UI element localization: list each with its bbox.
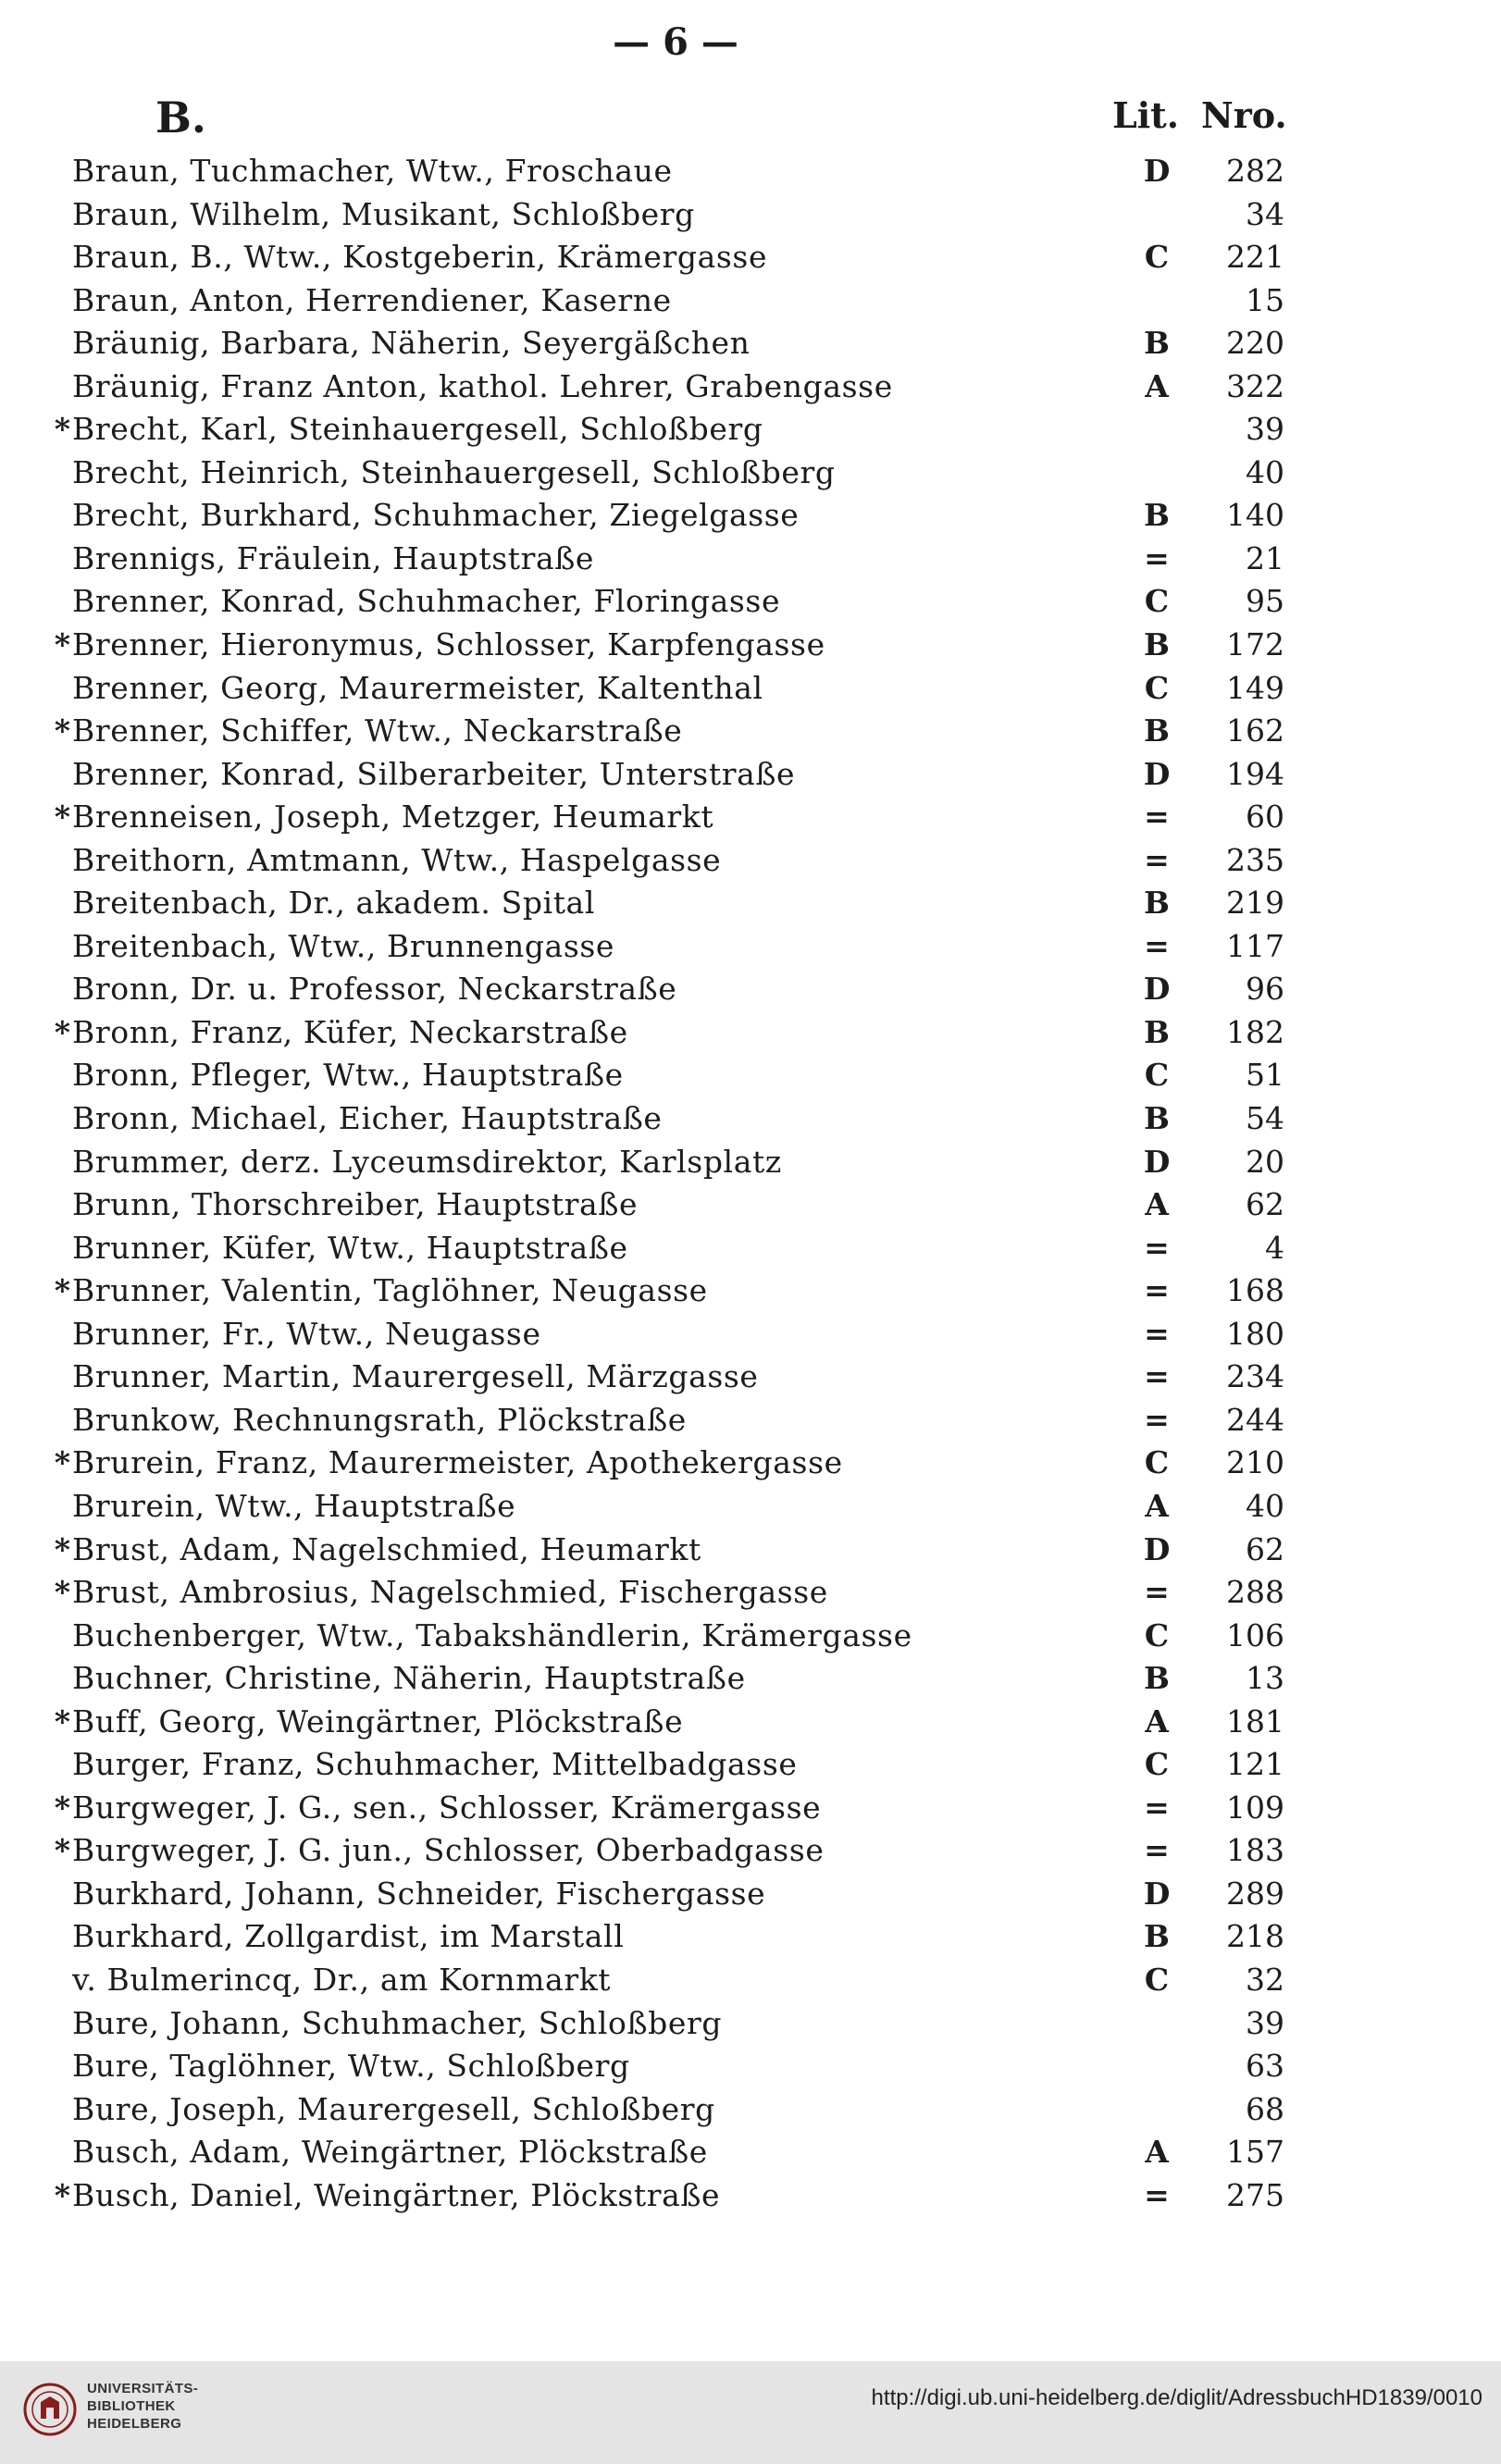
entry-name: Bure, Johann, Schuhmacher, Schloßberg [72,2004,723,2041]
entry-house-number: 21 [1246,539,1284,576]
directory-entry [0,796,1501,839]
source-url-link[interactable]: http://digi.ub.uni-heidelberg.de/diglit/AdressbuchHD1839/0010 [871,2385,1482,2410]
directory-entry [0,150,1501,193]
entry-lit-letter: B [1144,712,1170,749]
entry-house-number: 183 [1226,1832,1284,1869]
entry-house-number: 121 [1226,1746,1284,1783]
entry-lit-letter: D [1143,755,1171,792]
entry-lit-letter: A [1145,1186,1169,1223]
entry-name: Brust, Ambrosius, Nagelschmied, Fischergasse [72,1574,828,1611]
directory-entry [0,1701,1501,1744]
entry-star-marker: * [54,1272,70,1309]
entry-house-number: 168 [1226,1272,1284,1309]
entry-house-number: 68 [1246,2090,1284,2127]
directory-entry [0,2002,1501,2046]
directory-entry [0,1183,1501,1227]
entry-name: Brenner, Georg, Maurermeister, Kaltenthal [72,669,763,706]
entry-name: Bure, Joseph, Maurergesell, Schloßberg [72,2090,715,2127]
directory-entry [0,925,1501,969]
entry-name: Brennigs, Fräulein, Hauptstraße [72,539,595,576]
entry-name: Bräunig, Barbara, Näherin, Seyergäßchen [72,325,750,362]
entry-star-marker: * [54,1530,70,1567]
entry-house-number: 54 [1246,1100,1284,1137]
entry-name: Breithorn, Amtmann, Wtw., Haspelgasse [72,841,722,878]
entry-house-number: 51 [1246,1057,1284,1094]
entry-lit-letter: = [1144,841,1170,878]
entry-house-number: 182 [1226,1013,1284,1050]
directory-entry [0,1399,1501,1442]
entry-house-number: 289 [1226,1875,1284,1912]
directory-entry [0,1011,1501,1055]
entry-house-number: 275 [1226,2176,1284,2213]
entry-lit-letter: = [1144,1315,1170,1352]
entry-house-number: 234 [1226,1358,1284,1395]
directory-entry-list [0,150,1501,2217]
entry-name: Brenner, Konrad, Silberarbeiter, Unterstraße [72,755,796,792]
entry-lit-letter: D [1143,1530,1171,1567]
entry-name: Brecht, Heinrich, Steinhauergesell, Schloßberg [72,453,836,490]
entry-lit-letter: C [1144,1057,1170,1094]
entry-name: Brunn, Thorschreiber, Hauptstraße [72,1186,639,1223]
entry-name: Braun, B., Wtw., Kostgeberin, Krämergasse [72,239,768,276]
directory-entry [0,1054,1501,1097]
entry-name: Bure, Taglöhner, Wtw., Schloßberg [72,2048,630,2085]
entry-house-number: 60 [1246,799,1284,836]
entry-name: Braun, Anton, Herrendiener, Kaserne [72,281,672,318]
directory-entry [0,2174,1501,2218]
column-header-lit: Lit. [1112,94,1179,136]
entry-name: Burger, Franz, Schuhmacher, Mittelbadgasse [72,1746,798,1783]
entry-name: Bronn, Michael, Eicher, Hauptstraße [72,1100,663,1137]
entry-name: Burkhard, Zollgardist, im Marstall [72,1918,625,1955]
entry-house-number: 194 [1226,755,1284,792]
library-name [87,2380,198,2433]
entry-house-number: 106 [1226,1616,1284,1653]
entry-name: Busch, Adam, Weingärtner, Plöckstraße [72,2134,708,2171]
entry-lit-letter: C [1144,1616,1170,1653]
library-name-line: BIBLIOTHEK [87,2398,176,2414]
entry-house-number: 40 [1246,453,1284,490]
directory-entry [0,1743,1501,1787]
entry-name: Brunner, Valentin, Taglöhner, Neugasse [72,1272,708,1309]
entry-star-marker: * [54,1013,70,1050]
entry-name: Brenner, Hieronymus, Schlosser, Karpfengasse [72,626,825,663]
entry-house-number: 62 [1246,1530,1284,1567]
entry-house-number: 4 [1265,1229,1284,1266]
entry-house-number: 218 [1226,1918,1284,1955]
directory-entry [0,452,1501,495]
entry-house-number: 221 [1226,239,1284,276]
entry-house-number: 39 [1246,2004,1284,2041]
directory-entry [0,1959,1501,2002]
directory-entry [0,1529,1501,1572]
entry-name: Brunner, Küfer, Wtw., Hauptstraße [72,1229,628,1266]
entry-name: Brunner, Fr., Wtw., Neugasse [72,1315,541,1352]
entry-name: Bronn, Franz, Küfer, Neckarstraße [72,1013,628,1050]
entry-house-number: 172 [1226,626,1284,663]
entry-house-number: 149 [1226,669,1284,706]
entry-name: Braun, Tuchmacher, Wtw., Froschaue [72,153,673,189]
entry-name: Brenneisen, Joseph, Metzger, Heumarkt [72,799,714,836]
directory-entry [0,2088,1501,2132]
entry-name: v. Bulmerincq, Dr., am Kornmarkt [72,1961,612,1998]
entry-star-marker: * [54,1444,70,1481]
entry-house-number: 162 [1226,712,1284,749]
entry-lit-letter: B [1144,1660,1170,1697]
directory-entry [0,2131,1501,2174]
entry-name: Busch, Daniel, Weingärtner, Plöckstraße [72,2176,721,2213]
entry-lit-letter: = [1144,1358,1170,1395]
entry-house-number: 62 [1246,1186,1284,1223]
entry-house-number: 322 [1226,367,1284,404]
directory-entry [0,236,1501,279]
directory-entry [0,1615,1501,1658]
entry-star-marker: * [54,1574,70,1611]
library-name-line: HEIDELBERG [87,2416,182,2432]
entry-house-number: 95 [1246,583,1284,620]
entry-star-marker: * [54,799,70,836]
directory-entry [0,1873,1501,1916]
page-number: — 6 — [613,20,738,64]
entry-house-number: 13 [1246,1660,1284,1697]
entry-house-number: 288 [1226,1574,1284,1611]
entry-lit-letter: B [1144,325,1170,362]
entry-house-number: 117 [1226,927,1284,964]
directory-entry [0,667,1501,711]
entry-name: Breitenbach, Dr., akadem. Spital [72,885,595,922]
entry-lit-letter: = [1144,1832,1170,1869]
entry-lit-letter: B [1144,497,1170,534]
directory-entry [0,494,1501,538]
entry-house-number: 235 [1226,841,1284,878]
entry-lit-letter: = [1144,539,1170,576]
entry-name: Brurein, Franz, Maurermeister, Apothekergasse [72,1444,843,1481]
entry-name: Brunner, Martin, Maurergesell, Märzgasse [72,1358,759,1395]
directory-entry [0,1485,1501,1529]
entry-house-number: 210 [1226,1444,1284,1481]
entry-house-number: 220 [1226,325,1284,362]
entry-star-marker: * [54,1703,70,1740]
entry-name: Brenner, Schiffer, Wtw., Neckarstraße [72,712,683,749]
directory-entry [0,882,1501,925]
entry-lit-letter: C [1144,583,1170,620]
entry-lit-letter: C [1144,1746,1170,1783]
entry-star-marker: * [54,626,70,663]
directory-entry [0,322,1501,365]
library-seal-icon [22,2382,78,2437]
directory-entry [0,365,1501,409]
entry-name: Bronn, Pfleger, Wtw., Hauptstraße [72,1057,624,1094]
entry-lit-letter: C [1144,239,1170,276]
directory-entry [0,1787,1501,1830]
directory-entry [0,1356,1501,1399]
directory-entry [0,710,1501,753]
directory-entry [0,538,1501,581]
entry-lit-letter: B [1144,885,1170,922]
library-name-line: UNIVERSITÄTS- [87,2381,199,2396]
entry-star-marker: * [54,712,70,749]
entry-house-number: 180 [1226,1315,1284,1352]
entry-name: Buff, Georg, Weingärtner, Plöckstraße [72,1703,684,1740]
entry-house-number: 39 [1246,411,1284,448]
directory-entry [0,839,1501,883]
entry-lit-letter: = [1144,799,1170,836]
directory-entry [0,1657,1501,1701]
section-letter: B. [155,93,206,142]
entry-star-marker: * [54,411,70,448]
entry-lit-letter: D [1143,1875,1171,1912]
entry-name: Bräunig, Franz Anton, kathol. Lehrer, Grabengasse [72,367,893,404]
entry-lit-letter: A [1145,367,1169,404]
entry-house-number: 219 [1226,885,1284,922]
directory-entry [0,968,1501,1011]
directory-entry [0,1313,1501,1356]
entry-name: Burkhard, Johann, Schneider, Fischergasse [72,1875,766,1912]
entry-house-number: 157 [1226,2134,1284,2171]
entry-house-number: 140 [1226,497,1284,534]
entry-star-marker: * [54,2176,70,2213]
directory-entry [0,1571,1501,1615]
entry-name: Brunkow, Rechnungsrath, Plöckstraße [72,1401,687,1438]
directory-entry [0,1227,1501,1270]
entry-lit-letter: C [1144,1961,1170,1998]
entry-lit-letter: D [1143,1143,1171,1180]
entry-name: Braun, Wilhelm, Musikant, Schloßberg [72,195,695,232]
entry-lit-letter: A [1145,2134,1169,2171]
entry-house-number: 20 [1246,1143,1284,1180]
entry-name: Burgweger, J. G., sen., Schlosser, Krämergasse [72,1789,822,1826]
entry-lit-letter: A [1145,1703,1169,1740]
entry-star-marker: * [54,1789,70,1826]
entry-lit-letter: = [1144,927,1170,964]
entry-name: Brust, Adam, Nagelschmied, Heumarkt [72,1530,701,1567]
directory-entry [0,624,1501,667]
entry-house-number: 109 [1226,1789,1284,1826]
entry-lit-letter: A [1145,1487,1169,1524]
entry-house-number: 181 [1226,1703,1284,1740]
column-header-nro: Nro. [1201,94,1287,136]
entry-name: Brurein, Wtw., Hauptstraße [72,1487,516,1524]
entry-star-marker: * [54,1832,70,1869]
directory-entry [0,1269,1501,1313]
entry-lit-letter: B [1144,1013,1170,1050]
entry-name: Breitenbach, Wtw., Brunnengasse [72,927,615,964]
directory-entry [0,1829,1501,1873]
entry-lit-letter: B [1144,1100,1170,1137]
entry-name: Buchenberger, Wtw., Tabakshändlerin, Krämergasse [72,1616,912,1653]
entry-house-number: 34 [1246,195,1284,232]
entry-lit-letter: = [1144,1574,1170,1611]
directory-entry [0,193,1501,237]
directory-entry [0,408,1501,452]
directory-entry [0,580,1501,624]
directory-entry [0,2045,1501,2088]
entry-house-number: 244 [1226,1401,1284,1438]
directory-entry [0,753,1501,797]
entry-name: Brenner, Konrad, Schuhmacher, Floringasse [72,583,781,620]
entry-lit-letter: C [1144,669,1170,706]
entry-house-number: 32 [1246,1961,1284,1998]
entry-name: Bronn, Dr. u. Professor, Neckarstraße [72,971,677,1008]
directory-entry [0,1915,1501,1959]
entry-lit-letter: B [1144,626,1170,663]
entry-house-number: 282 [1226,153,1284,189]
entry-name: Brecht, Burkhard, Schuhmacher, Ziegelgasse [72,497,800,534]
entry-lit-letter: = [1144,1789,1170,1826]
entry-name: Buchner, Christine, Näherin, Hauptstraße [72,1660,746,1697]
entry-lit-letter: = [1144,1229,1170,1266]
entry-name: Brecht, Karl, Steinhauergesell, Schloßberg [72,411,763,448]
directory-entry [0,1141,1501,1184]
directory-entry [0,279,1501,323]
entry-lit-letter: = [1144,2176,1170,2213]
directory-entry [0,1442,1501,1485]
entry-house-number: 40 [1246,1487,1284,1524]
entry-name: Burgweger, J. G. jun., Schlosser, Oberbadgasse [72,1832,825,1869]
directory-entry [0,1097,1501,1141]
entry-lit-letter: D [1143,971,1171,1008]
entry-lit-letter: D [1143,153,1171,189]
entry-lit-letter: C [1144,1444,1170,1481]
entry-lit-letter: = [1144,1272,1170,1309]
entry-house-number: 63 [1246,2048,1284,2085]
entry-name: Brummer, derz. Lyceumsdirektor, Karlsplatz [72,1143,782,1180]
entry-lit-letter: = [1144,1401,1170,1438]
entry-lit-letter: B [1144,1918,1170,1955]
footer-bar [0,2361,1501,2464]
entry-house-number: 96 [1246,971,1284,1008]
entry-house-number: 15 [1246,281,1284,318]
